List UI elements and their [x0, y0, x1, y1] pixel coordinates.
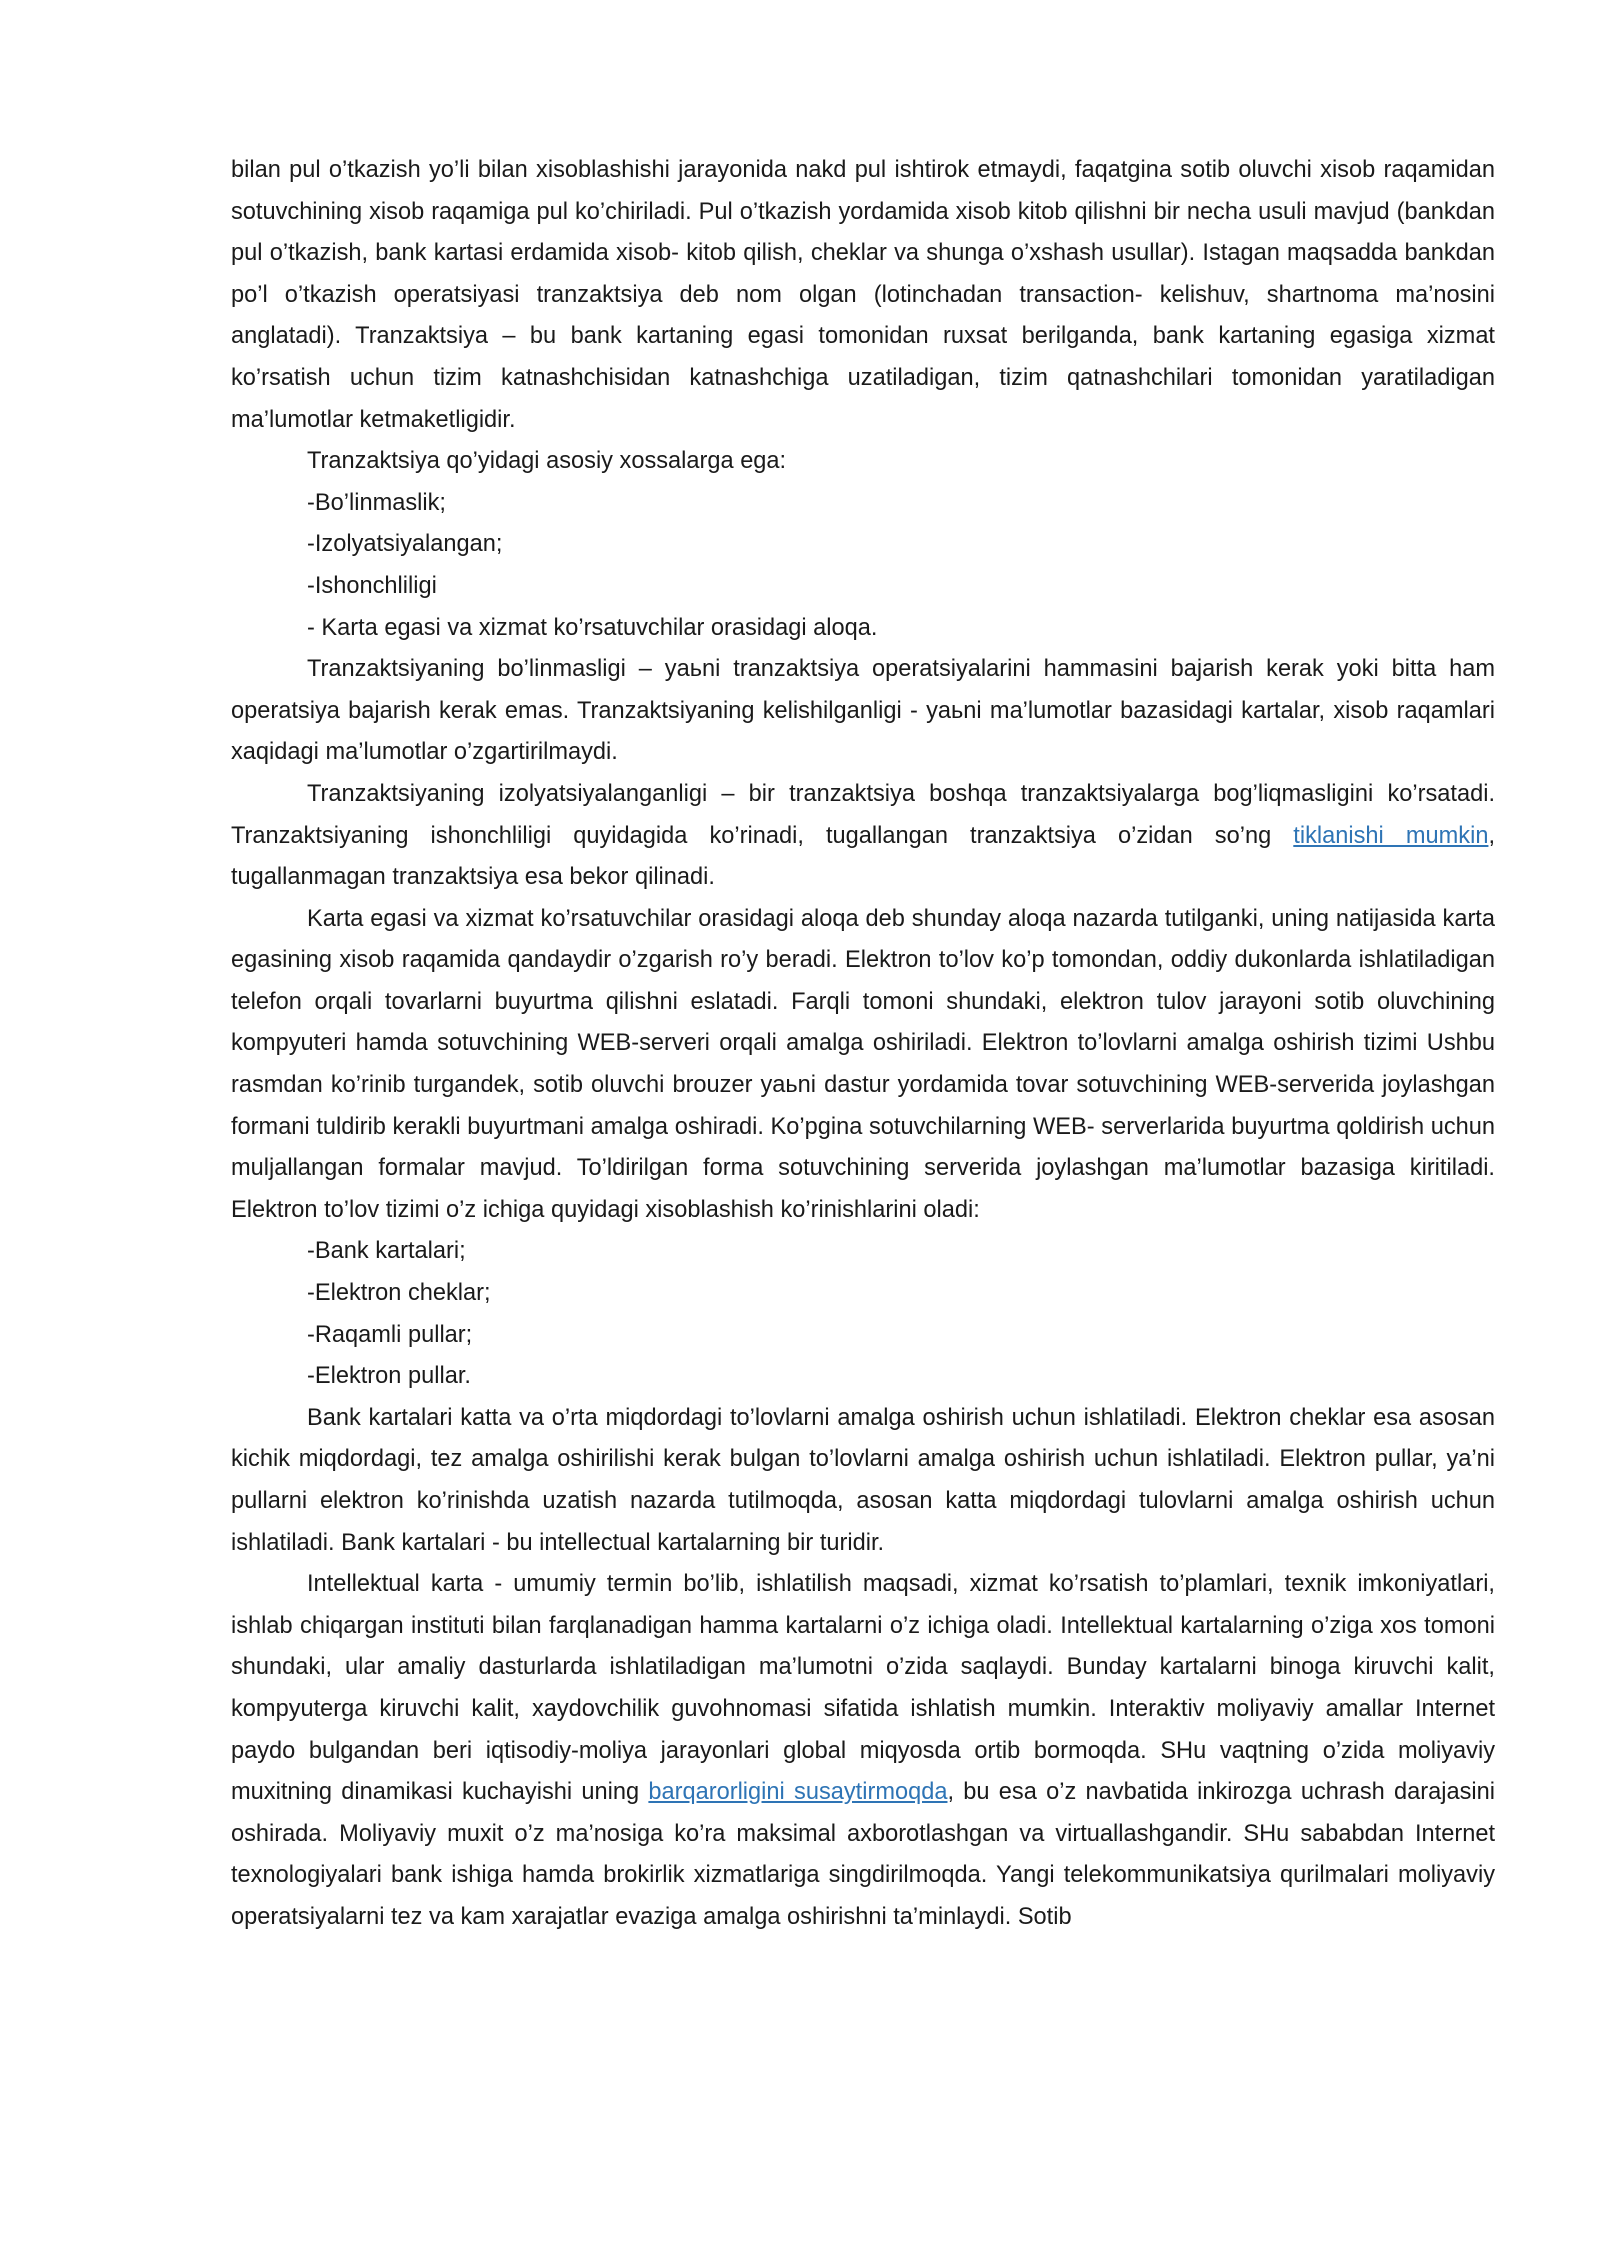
- paragraph-text: Intellektual karta - umumiy termin bo’lib, ishlatilish maqsadi, xizmat ko’rsatish to’plamlari, texnik imkoniyatlari, ishlab chiqargan instituti bilan farqlanadigan hamma kartalarni o’z ichiga oladi. Intellektual kartalarning o’ziga xos tomoni shundaki, ular amaliy dasturlarda ishlatiladigan ma’lumotni o’zida saqlaydi. Bunday kartalarni binoga kiruvchi kalit, kompyuterga kiruvchi kalit, xaydovchilik guvohnomasi sifatida ishlatish mumkin. Interaktiv moliyaviy amallar Internet paydo bulgandan beri iqtisodiy-moliya jarayonlari global miqyosda ortib bormoqda. SHu vaqtning o’zida moliyaviy muxitning dinamikasi kuchayishi uning: [231, 1571, 1495, 1806]
- list-item-payment-type: -Bank kartalari;: [307, 1238, 466, 1265]
- paragraph-isolation: [231, 774, 1495, 899]
- paragraph-card-owner-relation: Karta egasi va xizmat ko’rsatuvchilar orasidagi aloqa deb shunday aloqa nazarda tutilganki, uning natijasida karta egasining xisob raqamida qandaydir o’zgarish ro’y beradi. Elektron to’lov ko’p tomondan, oddiy dukonlarda ishlatiladigan telefon orqali tovarlarni buyurtma qilishni eslatadi. Farqli tomoni shundaki, elektron tulov jarayoni sotib oluvchining kompyuteri hamda sotuvchining WEB-serveri orqali amalga oshiriladi. Elektron to’lovlarni amalga oshirish tizimi Ushbu rasmdan ko’rinib turgandek, sotib oluvchi brouzer yaьni dastur yordamida tovar sotuvchining WEB-serverida joylashgan formani tuldirib kerakli buyurtmani amalga oshiradi. Ko’pgina sotuvchilarning WEB- serverlarida buyurtma qoldirish uchun muljallangan formalar mavjud. To’ldirilgan forma sotuvchining serverida joylashgan ma’lumotlar bazasiga kiritiladi. Elektron to’lov tizimi o’z ichiga quyidagi xisoblashish ko’rinishlarini oladi:: [231, 905, 1495, 1223]
- list-item-property: - Karta egasi va xizmat ko’rsatuvchilar orasidagi aloqa.: [307, 614, 878, 641]
- document-page: [231, 150, 1495, 1939]
- paragraph-indivisibility: Tranzaktsiyaning bo’linmasligi – yaьni tranzaktsiya operatsiyalarini hammasini bajarish kerak yoki bitta ham operatsiya bajarish kerak emas. Tranzaktsiyaning kelishilganligi - yaьni ma’lumotlar bazasidagi kartalar, xisob raqamlari xaqidagi ma’lumotlar o’zgartirilmaydi.: [231, 656, 1495, 766]
- link-tiklanishi-mumkin[interactable]: tiklanishi mumkin: [1293, 822, 1489, 849]
- paragraph-text: , tugallanmagan tranzaktsiya esa bekor qilinadi.: [231, 822, 1495, 891]
- list-item-property: -Izolyatsiyalangan;: [307, 531, 503, 558]
- paragraph-text: Tranzaktsiyaning izolyatsiyalanganligi – bir tranzaktsiya boshqa tranzaktsiyalarga bog’liqmasligini ko’rsatadi. Tranzaktsiyaning ishonchliligi quyidagida ko’rinadi, tugallangan tranzaktsiya o’zidan so’ng: [231, 780, 1495, 849]
- list-item-payment-type: -Raqamli pullar;: [307, 1321, 473, 1348]
- list-item-payment-type: -Elektron cheklar;: [307, 1280, 491, 1307]
- paragraph-intellectual-card: [231, 1564, 1495, 1938]
- paragraph-bank-cards: Bank kartalari katta va o’rta miqdordagi to’lovlarni amalga oshirish uchun ishlatiladi. Elektron cheklar esa asosan kichik miqdordagi, tez amalga oshirilishi kerak bulgan to’lovlarni amalga oshirish uchun ishlatiladi. Elektron pullar, ya’ni pullarni elektron ko’rinishda uzatish nazarda tutilmoqda, asosan katta miqdordagi tulovlarni amalga oshirish uchun ishlatiladi. Bank kartalari - bu intellectual kartalarning bir turidir.: [231, 1404, 1495, 1556]
- list-item-property: -Ishonchliligi: [307, 572, 437, 599]
- list-item-property: -Bo’linmaslik;: [307, 489, 446, 516]
- list-item-payment-type: -Elektron pullar.: [307, 1363, 471, 1390]
- paragraph-text: , bu esa o’z navbatida inkirozga uchrash darajasini oshirada. Moliyaviy muxit o’z ma’nosiga ko’ra maksimal axborotlashgan va virtuallashgandir. SHu sababdan Internet texnologiyalari bank ishiga hamda brokirlik xizmatlariga singdirilmoqda. Yangi telekommunikatsiya qurilmalari moliyaviy operatsiyalarni tez va kam xarajatlar evaziga amalga oshirishni ta’minlaydi. Sotib: [231, 1779, 1496, 1930]
- paragraph-transaction-properties-intro: Tranzaktsiya qo’yidagi asosiy xossalarga ega:: [307, 448, 787, 475]
- paragraph-payment-transfer: bilan pul o’tkazish yo’li bilan xisoblashishi jarayonida nakd pul ishtirok etmaydi, faqatgina sotib oluvchi xisob raqamidan sotuvchining xisob raqamiga pul ko’chiriladi. Pul o’tkazish yordamida xisob kitob qilishni bir necha usuli mavjud (bankdan pul o’tkazish, bank kartasi erdamida xisob- kitob qilish, cheklar va shunga o’xshash usullar). Istagan maqsadda bankdan po’l o’tkazish operatsiyasi tranzaktsiya deb nom olgan (lotinchadan transaction- kelishuv, shartnoma ma’nosini anglatadi). Tranzaktsiya – bu bank kartaning egasi tomonidan ruxsat berilganda, bank kartaning egasiga xizmat ko’rsatish uchun tizim katnashchisidan katnashchiga uzatiladigan, tizim qatnashchilari tomonidan yaratiladigan ma’lumotlar ketmaketligidir.: [231, 157, 1495, 433]
- link-barqarorligini-susaytirmoqda[interactable]: barqarorligini susaytirmoqda: [648, 1779, 948, 1806]
